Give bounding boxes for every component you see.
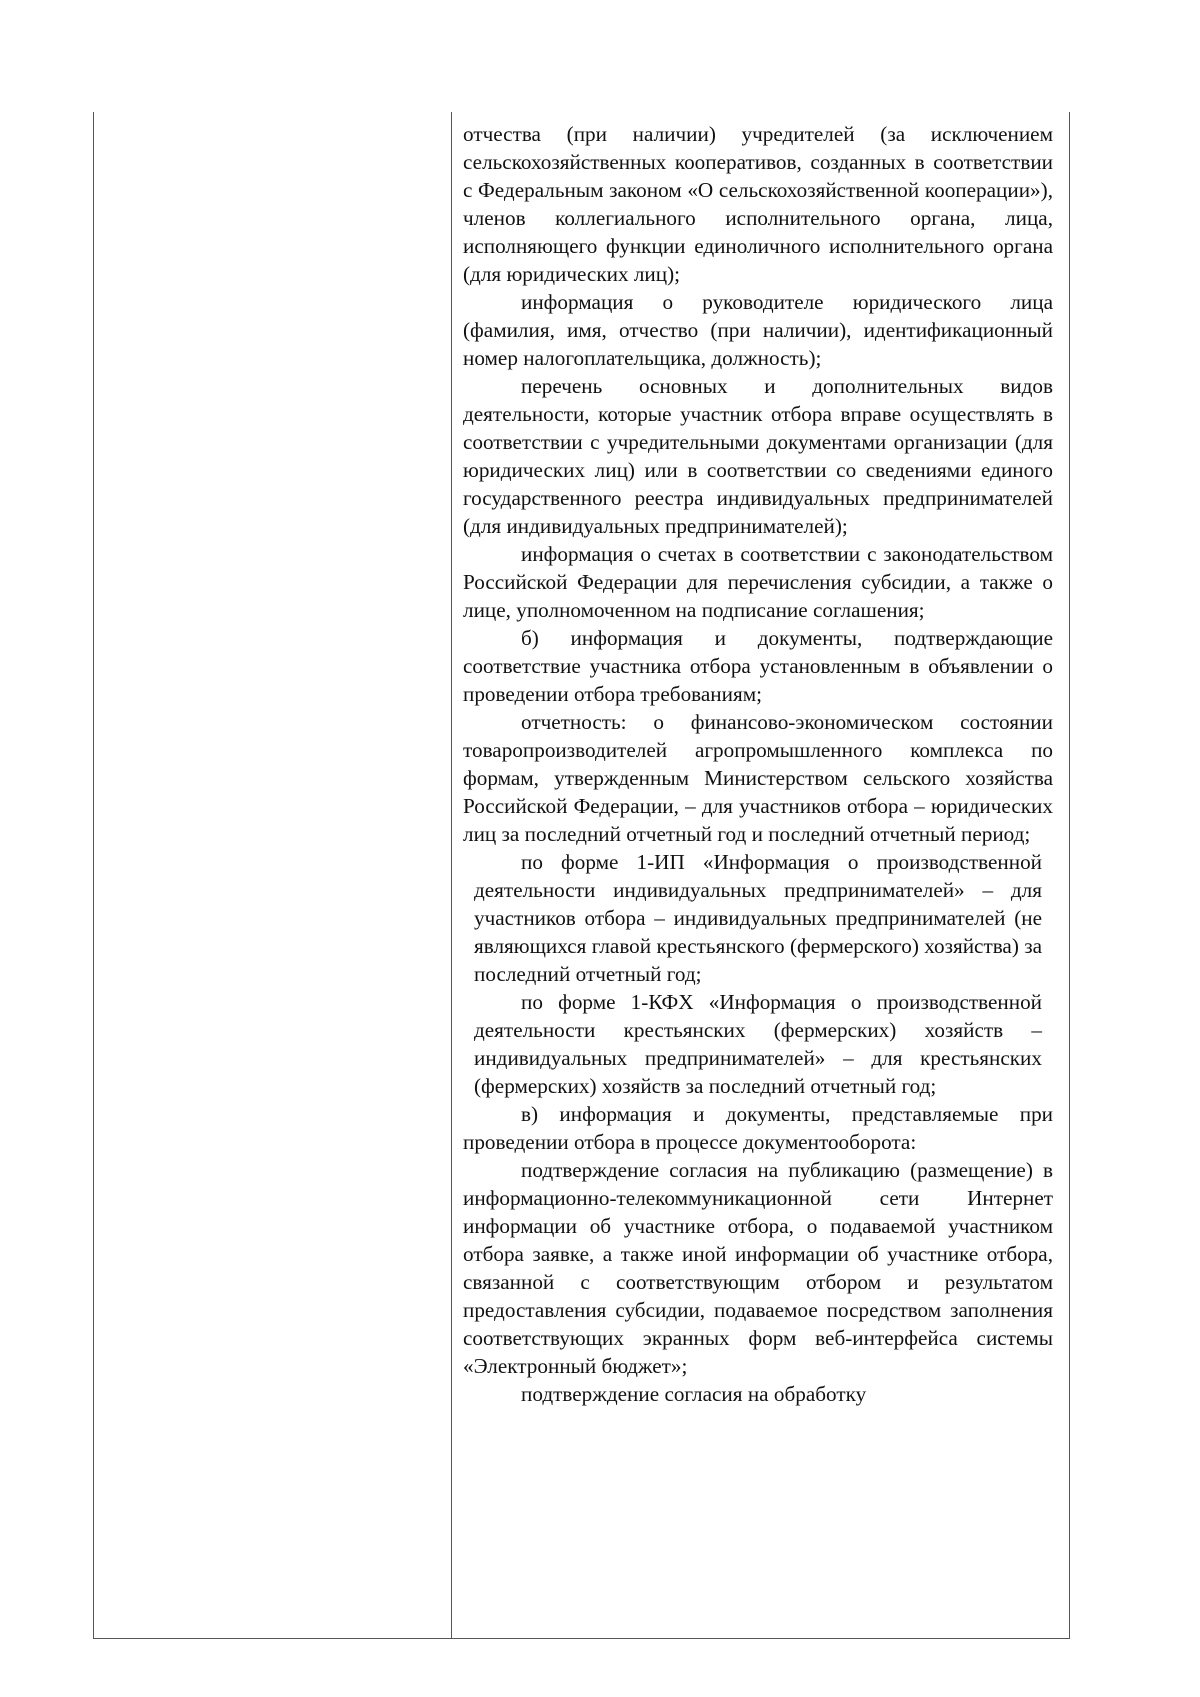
document-table bbox=[93, 112, 1070, 1639]
paragraph-processing-consent: подтверждение согласия на обработку bbox=[521, 1382, 867, 1406]
paragraph-form-1-kfh: по форме 1-КФХ «Информация о производственной деятельности крестьянских (фермерских) хозяйств – индивидуальных предпринимателей» – для крестьянских (фермерских) хозяйств за последний отчетный год; bbox=[474, 990, 1042, 1098]
paragraph-director-info: информация о руководителе юридического лица (фамилия, имя, отчество (при наличии), идентификационный номер налогоплательщика, должность); bbox=[463, 290, 1053, 370]
paragraph-item-v: в) информация и документы, представляемые при проведении отбора в процессе документооборота: bbox=[463, 1102, 1053, 1154]
paragraph-form-1-ip: по форме 1-ИП «Информация о производственной деятельности индивидуальных предпринимателей» – для участников отбора – индивидуальных предпринимателей (не являющихся главой крестьянского (фермерского) хозяйства) за последний отчетный год; bbox=[474, 850, 1042, 986]
paragraph-accounts-info: информация о счетах в соответствии с законодательством Российской Федерации для перечисления субсидии, а также о лице, уполномоченном на подписание соглашения; bbox=[463, 542, 1053, 622]
paragraph-publication-consent: подтверждение согласия на публикацию (размещение) в информационно-телекоммуникационной сети Интернет информации об участнике отбора, о подаваемой участником отбора заявке, а также иной информации об участнике отбора, связанной с соответствующим отбором и результатом предоставления субсидии, подаваемое посредством заполнения соответствующих экранных форм веб-интерфейса системы «Электронный бюджет»; bbox=[463, 1158, 1053, 1378]
paragraph-item-b: б) информация и документы, подтверждающие соответствие участника отбора установленным в объявлении о проведении отбора требованиям; bbox=[463, 626, 1053, 706]
paragraph-reporting: отчетность: о финансово-экономическом состоянии товаропроизводителей агропромышленного комплекса по формам, утвержденным Министерством сельского хозяйства Российской Федерации, – для участников отбора – юридических лиц за последний отчетный год и последний отчетный период; bbox=[463, 710, 1053, 846]
column-divider bbox=[451, 112, 452, 1638]
paragraph-founders-continuation: отчества (при наличии) учредителей (за исключением сельскохозяйственных кооперативов, созданных в соответствии с Федеральным законом «О сельскохозяйственной кооперации»), членов коллегиального исполнительного органа, лица, исполняющего функции единоличного исполнительного органа (для юридических лиц); bbox=[463, 122, 1053, 286]
right-column-text bbox=[463, 120, 1053, 1408]
paragraph-activity-list: перечень основных и дополнительных видов деятельности, которые участник отбора вправе осуществлять в соответствии с учредительными документами организации (для юридических лиц) или в соответствии со сведениями единого государственного реестра индивидуальных предпринимателей (для индивидуальных предпринимателей); bbox=[463, 374, 1053, 538]
